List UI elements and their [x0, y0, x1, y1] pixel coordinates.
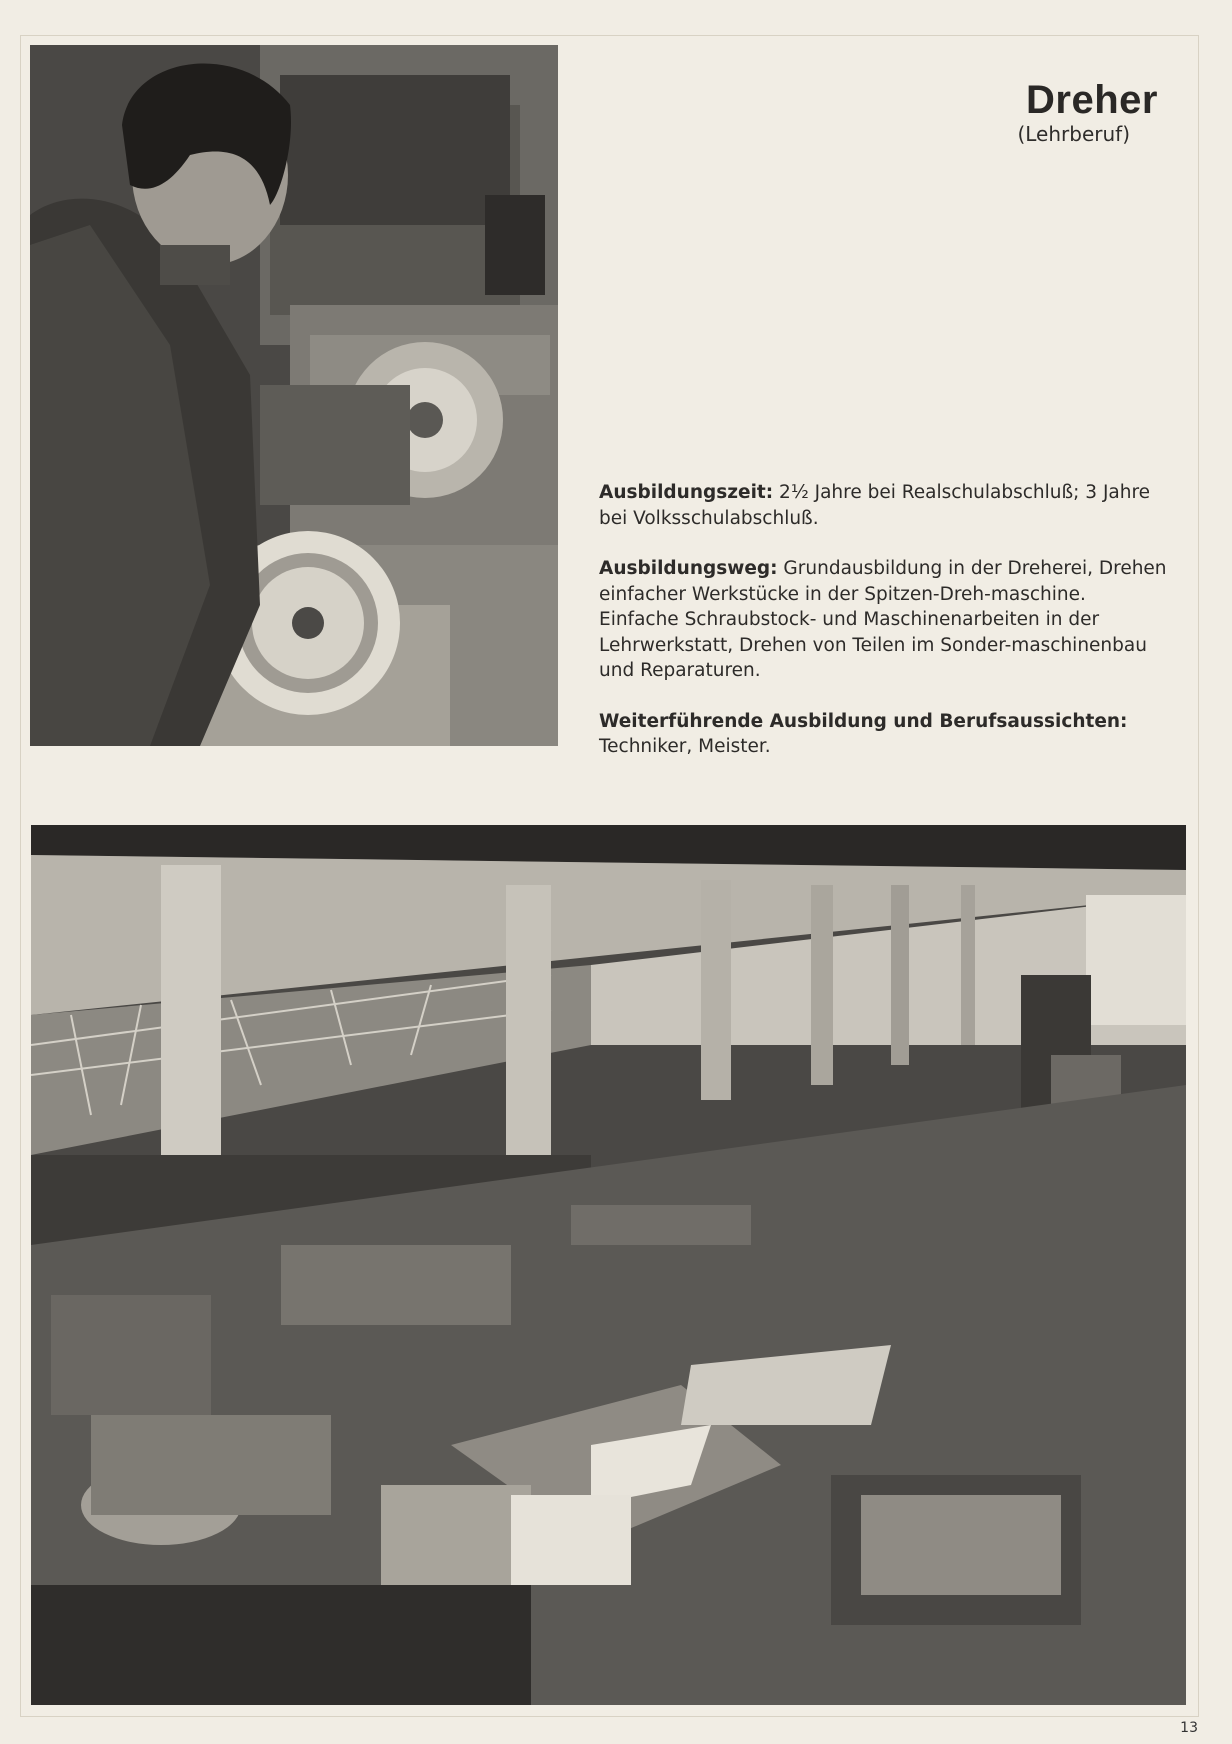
section-label: Ausbildungszeit: — [599, 482, 774, 503]
section-label: Weiterführende Ausbildung und Berufsaussichten: — [599, 710, 1128, 732]
section-training-duration — [599, 480, 1169, 531]
section-training-path — [599, 556, 1169, 684]
section-text: 2½ Jahre bei Realschulabschluß; 3 Jahre bei Volksschulabschluß. — [599, 482, 1151, 529]
apprentice-lathe-photo — [30, 45, 558, 746]
section-label: Ausbildungsweg: — [599, 558, 778, 579]
title-block — [1017, 78, 1158, 146]
section-text: Grundausbildung in der Dreherei, Drehen einfacher Werkstücke in der Spitzen-Dreh-maschine. Einfache Schraubstock- und Maschinenarbeiten in der Lehrwerkstatt, Drehen von Teilen im Sonder-maschinenbau und Reparaturen. — [599, 558, 1167, 681]
section-career-prospects — [599, 709, 1169, 760]
page-subtitle: (Lehrberuf) — [1017, 122, 1130, 146]
section-text: Techniker, Meister. — [599, 736, 771, 757]
page-title: Dreher — [1026, 78, 1158, 122]
page-number: 13 — [1180, 1720, 1198, 1736]
factory-hall-photo — [31, 825, 1186, 1705]
description-text — [599, 480, 1169, 785]
